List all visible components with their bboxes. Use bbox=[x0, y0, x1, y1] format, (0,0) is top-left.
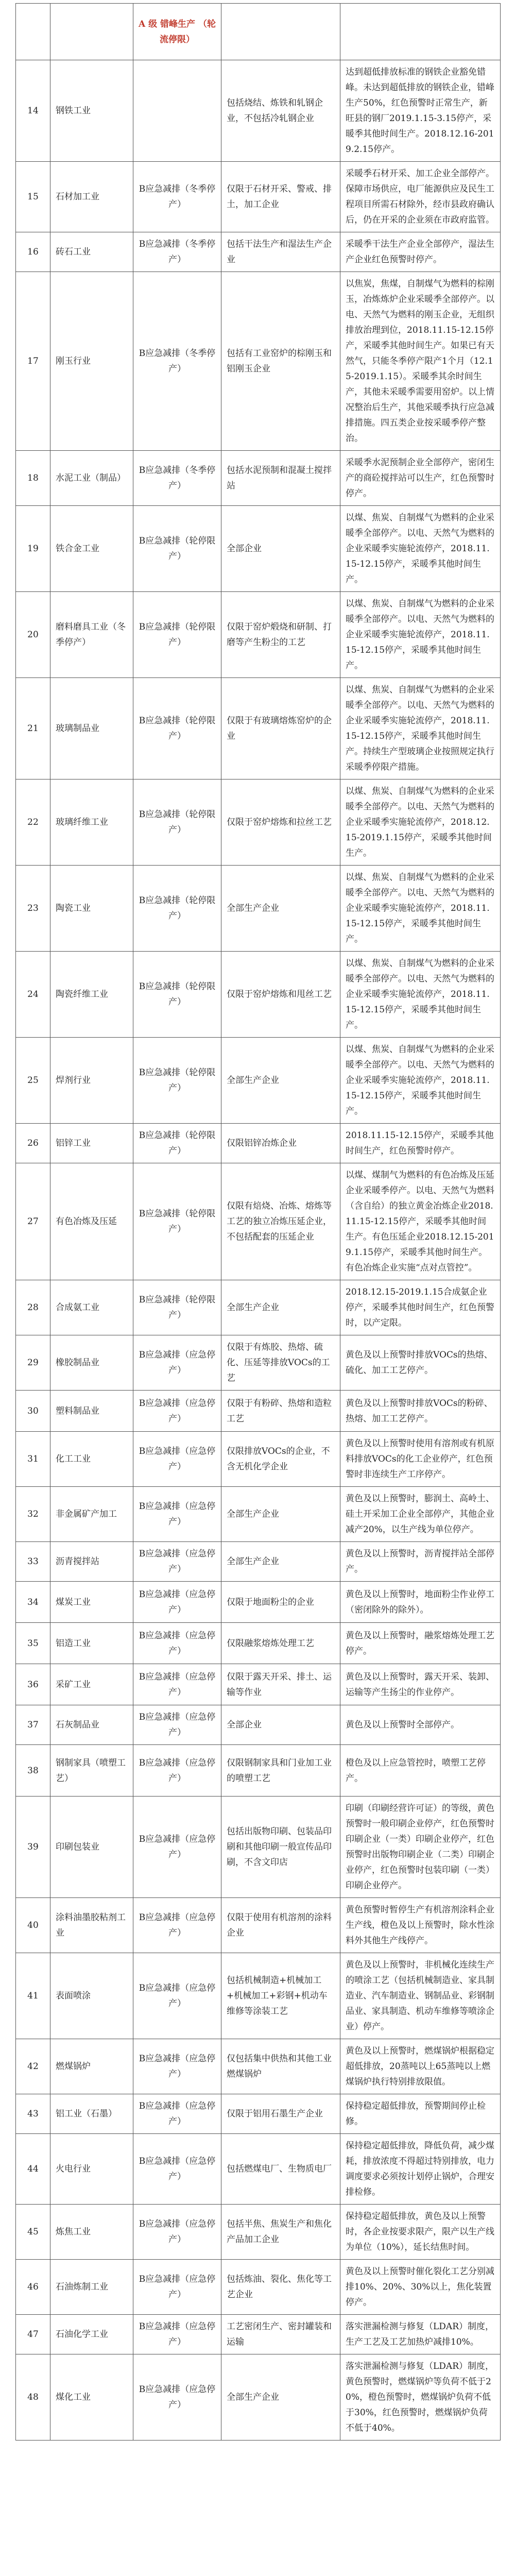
industry-cell: 塑料制品业 bbox=[50, 1391, 133, 1432]
level-cell: B应急减排（轮停限产） bbox=[133, 1038, 221, 1124]
table-row bbox=[16, 779, 501, 866]
table-row bbox=[16, 866, 501, 952]
scope-cell: 包括半焦、焦炭生产和焦化产品加工企业 bbox=[221, 2205, 340, 2260]
row-number: 26 bbox=[16, 1124, 50, 1163]
scope-cell: 仅限于窑炉煅烧和研制、打磨等产生粉尘的工艺 bbox=[221, 592, 340, 678]
industry-cell: 石油炼制工业 bbox=[50, 2260, 133, 2315]
industry-cell: 合成氨工业 bbox=[50, 1280, 133, 1335]
scope-cell: 工艺密闭生产、密封罐装和运输 bbox=[221, 2315, 340, 2354]
measures-cell: 黄色及以上预警时，地面粉尘作业停工（密闭除外的除外）。 bbox=[340, 1582, 501, 1623]
table-row bbox=[16, 2354, 501, 2441]
row-number: 31 bbox=[16, 1432, 50, 1487]
scope-cell: 仅限于有炼胶、热熔、硫化、压延等排放VOCs的工艺 bbox=[221, 1335, 340, 1391]
table-row bbox=[16, 162, 501, 232]
table-row bbox=[16, 2205, 501, 2260]
level-cell: B应急减排（应急停产） bbox=[133, 1797, 221, 1898]
table-row bbox=[16, 1391, 501, 1432]
row-number: 27 bbox=[16, 1163, 50, 1280]
level-cell: B应急减排（轮停限产） bbox=[133, 866, 221, 952]
scope-cell: 全部生产企业 bbox=[221, 866, 340, 952]
scope-cell: 包括烧结、炼铁和轧钢企业，不包括冷轧钢企业 bbox=[221, 60, 340, 162]
row-number: 32 bbox=[16, 1487, 50, 1542]
level-cell: B应急减排（轮停限产） bbox=[133, 1124, 221, 1163]
measures-cell: 落实泄漏检测与修复（LDAR）制度，黄色预警时，燃煤锅炉等负荷不低于20%，橙色预警时，燃煤锅炉负荷不低于30%，红色预警时，燃煤锅炉负荷不低于40%。 bbox=[340, 2354, 501, 2441]
table-row bbox=[16, 60, 501, 162]
row-number: 36 bbox=[16, 1664, 50, 1705]
scope-cell: 仅限于石材开采、警戒、排土，加工企业 bbox=[221, 162, 340, 232]
row-number: 21 bbox=[16, 678, 50, 779]
level-cell: B应急减排（应急停产） bbox=[133, 1705, 221, 1745]
table-row bbox=[16, 592, 501, 678]
level-cell: B应急减排（轮停限产） bbox=[133, 1280, 221, 1335]
industry-cell: 砖石工业 bbox=[50, 232, 133, 272]
measures-cell: 以煤、焦炭、自制煤气为燃料的企业采暖季全部停产。以电、天然气为燃料的企业采暖季实施轮流停产，2018.12.15-2019.1.15停产，采暖季其他时间生产。 bbox=[340, 779, 501, 866]
row-number: 44 bbox=[16, 2134, 50, 2205]
row-number: 16 bbox=[16, 232, 50, 272]
industry-cell: 橡胶制品业 bbox=[50, 1335, 133, 1391]
industry-cell: 铝工业（石墨） bbox=[50, 2094, 133, 2134]
measures-cell: 黄色及以上预警时使用有溶剂或有机原料排放VOCs的化工企业停产，红色预警时非连续生产工序停产。 bbox=[340, 1432, 501, 1487]
industry-cell: 石油化学工业 bbox=[50, 2315, 133, 2354]
scope-cell: 仅限于地面粉尘的企业 bbox=[221, 1582, 340, 1623]
measures-cell: 橙色及以上应急管控时，喷塑工艺停产。 bbox=[340, 1745, 501, 1797]
table-row bbox=[16, 678, 501, 779]
industry-cell: 炼焦工业 bbox=[50, 2205, 133, 2260]
industry-cell: 表面喷涂 bbox=[50, 1953, 133, 2039]
industry-cell: 涂料油墨胶粘剂工业 bbox=[50, 1898, 133, 1953]
industry-cell: 水泥工业（制品） bbox=[50, 451, 133, 506]
level-cell: B应急减排（冬季停产） bbox=[133, 162, 221, 232]
measures-cell: 黄色及以上预警时，融浆熔炼处理工艺停产。 bbox=[340, 1623, 501, 1664]
table-row bbox=[16, 451, 501, 506]
scope-cell: 仅限于铝用石墨生产企业 bbox=[221, 2094, 340, 2134]
industry-cell: 煤化工业 bbox=[50, 2354, 133, 2441]
table-row bbox=[16, 1542, 501, 1582]
industry-cell: 采矿工业 bbox=[50, 1664, 133, 1705]
measures-cell: 保持稳定超低排放，预警期间停止检修。 bbox=[340, 2094, 501, 2134]
industry-cell: 石灰制品业 bbox=[50, 1705, 133, 1745]
measures-cell: 以煤、焦炭、自制煤气为燃料的企业采暖季全部停产。以电、天然气为燃料的企业采暖季实施轮流停产，2018.11.15-12.15停产，采暖季其他时间生产。 bbox=[340, 1038, 501, 1124]
row-number: 24 bbox=[16, 952, 50, 1038]
row-number: 23 bbox=[16, 866, 50, 952]
measures-cell: 2018.11.15-12.15停产，采暖季其他时间生产，红色预警时停产。 bbox=[340, 1124, 501, 1163]
table-row bbox=[16, 1705, 501, 1745]
scope-cell: 仅限于有玻璃熔炼窑炉的企业 bbox=[221, 678, 340, 779]
level-cell: B应急减排（应急停产） bbox=[133, 1487, 221, 1542]
measures-cell: 黄色及以上预警时催化裂化工艺分别减排10%、20%、30%以上，焦化装置停产。 bbox=[340, 2260, 501, 2315]
row-number: 29 bbox=[16, 1335, 50, 1391]
emission-control-table bbox=[15, 3, 501, 2441]
row-number: 38 bbox=[16, 1745, 50, 1797]
level-cell: B应急减排（轮停限产） bbox=[133, 506, 221, 592]
industry-cell: 铝造工业 bbox=[50, 1623, 133, 1664]
table-row bbox=[16, 272, 501, 451]
measures-cell: 黄色及以上预警时，沥青搅拌站全部停产。 bbox=[340, 1542, 501, 1582]
level-cell: B应急减排（冬季停产） bbox=[133, 272, 221, 451]
row-number: 41 bbox=[16, 1953, 50, 2039]
measures-cell: 黄色及以上预警时全部停产。 bbox=[340, 1705, 501, 1745]
table-row bbox=[16, 2094, 501, 2134]
table-row bbox=[16, 1335, 501, 1391]
industry-cell: 玻璃纤维工业 bbox=[50, 779, 133, 866]
industry-cell: 有色冶炼及压延 bbox=[50, 1163, 133, 1280]
scope-cell: 包括燃煤电厂、生物质电厂 bbox=[221, 2134, 340, 2205]
scope-cell: 全部生产企业 bbox=[221, 1280, 340, 1335]
industry-cell: 化工工业 bbox=[50, 1432, 133, 1487]
row-number: 34 bbox=[16, 1582, 50, 1623]
row-number: 18 bbox=[16, 451, 50, 506]
measures-cell: 达到超低排放标准的钢铁企业豁免错峰。未达到超低排放的钢铁企业，错峰生产50%，红色预警时正常生产，新旺县的钢厂2019.1.15-3.15停产，采暖季其他时间生产。2018.12.16-2019.2.15停产。 bbox=[340, 60, 501, 162]
measures-cell: 落实泄漏检测与修复（LDAR）制度，生产工艺及工艺加热炉减排10%。 bbox=[340, 2315, 501, 2354]
industry-cell: 燃煤锅炉 bbox=[50, 2039, 133, 2094]
measures-cell: 印刷（印刷经营许可证）的等级，黄色预警时一般印刷企业停产，红色预警时印刷企业（一类）印刷企业停产，红色预警时出版物印刷企业（二类）印刷企业停产，红色预警时包装印刷（一类）印刷企业停产。 bbox=[340, 1797, 501, 1898]
scope-cell: 全部生产企业 bbox=[221, 1038, 340, 1124]
row-number: 37 bbox=[16, 1705, 50, 1745]
level-cell: B应急减排（应急停产） bbox=[133, 2205, 221, 2260]
level-cell: B应急减排（应急停产） bbox=[133, 2315, 221, 2354]
table-row bbox=[16, 1623, 501, 1664]
row-number: 47 bbox=[16, 2315, 50, 2354]
measures-cell: 保持稳定超低排放，黄色及以上预警时，各企业按要求限产，限产以生产线为单位（10%），延长结焦时间。 bbox=[340, 2205, 501, 2260]
measures-cell: 以煤、煤制气为燃料的有色冶炼及压延企业采暖季停产。以电、天然气为燃料（含自给）的独立黄金冶炼企业2018.11.15-12.15停产，采暖季其他时间生产。有色压延企业2018.12.15-2019.1.15停产，采暖季其他时间生产。有色冶炼企业实施“点对点管控”。 bbox=[340, 1163, 501, 1280]
measures-cell: 黄色及以上预警时，膨润土、高岭土、硅土开采加工企业全部停产，其他企业减产20%，以生产线为单位停产。 bbox=[340, 1487, 501, 1542]
level-cell: B应急减排（轮停限产） bbox=[133, 779, 221, 866]
scope-cell: 仅限钢制家具和门业加工业的喷塑工艺 bbox=[221, 1745, 340, 1797]
scope-cell: 仅限于窑炉熔炼和拉丝工艺 bbox=[221, 779, 340, 866]
table-row bbox=[16, 506, 501, 592]
industry-cell: 陶瓷纤维工业 bbox=[50, 952, 133, 1038]
scope-cell: 包括炼油、裂化、焦化等工艺企业 bbox=[221, 2260, 340, 2315]
scope-cell: 全部企业 bbox=[221, 1705, 340, 1745]
level-cell: B应急减排（应急停产） bbox=[133, 1582, 221, 1623]
industry-cell: 焊剂行业 bbox=[50, 1038, 133, 1124]
scope-cell: 全部生产企业 bbox=[221, 1487, 340, 1542]
level-cell: B应急减排（应急停产） bbox=[133, 2039, 221, 2094]
industry-cell: 煤炭工业 bbox=[50, 1582, 133, 1623]
measures-cell: 以煤、焦炭、自制煤气为燃料的企业采暖季全部停产。以电、天然气为燃料的企业采暖季实施轮流停产，2018.11.15-12.15停产，采暖季其他时间生产。持续生产型玻璃企业按照规定执行采暖季停限产措施。 bbox=[340, 678, 501, 779]
scope-cell: 全部生产企业 bbox=[221, 2354, 340, 2441]
table-row bbox=[16, 1953, 501, 2039]
row-number: 14 bbox=[16, 60, 50, 162]
table-row bbox=[16, 1124, 501, 1163]
industry-cell: 非金属矿产加工 bbox=[50, 1487, 133, 1542]
header-industry bbox=[50, 4, 133, 60]
measures-cell: 保持稳定超低排放，降低负荷，减少煤耗，排放浓度不得超过特别排放，电力调度要求必须按计划停止锅炉，合理安排检修。 bbox=[340, 2134, 501, 2205]
table-row bbox=[16, 1664, 501, 1705]
row-number: 15 bbox=[16, 162, 50, 232]
row-number: 35 bbox=[16, 1623, 50, 1664]
industry-cell: 铝锌工业 bbox=[50, 1124, 133, 1163]
scope-cell: 仅限于使用有机溶剂的涂料企业 bbox=[221, 1898, 340, 1953]
level-cell bbox=[133, 60, 221, 162]
row-number: 33 bbox=[16, 1542, 50, 1582]
measures-cell: 以煤、焦炭、自制煤气为燃料的企业采暖季全部停产。以电、天然气为燃料的企业采暖季实施轮流停产，2018.11.15-12.15停产，采暖季其他时间生产。 bbox=[340, 592, 501, 678]
measures-cell: 黄色预警时暂停生产有机溶剂涂料企业生产线，橙色及以上预警时，除水性涂料外其他生产线停产。 bbox=[340, 1898, 501, 1953]
table-row bbox=[16, 952, 501, 1038]
table-row bbox=[16, 1745, 501, 1797]
scope-cell: 仅限融浆熔炼处理工艺 bbox=[221, 1623, 340, 1664]
level-cell: B应急减排（应急停产） bbox=[133, 1335, 221, 1391]
level-cell: B应急减排（应急停产） bbox=[133, 1432, 221, 1487]
header-measures bbox=[340, 4, 501, 60]
level-cell: B应急减排（应急停产） bbox=[133, 1745, 221, 1797]
measures-cell: 以煤、焦炭、自制煤气为燃料的企业采暖季全部停产。以电、天然气为燃料的企业采暖季实施轮流停产，2018.11.15-12.15停产，采暖季其他时间生产。 bbox=[340, 506, 501, 592]
industry-cell: 刚玉行业 bbox=[50, 272, 133, 451]
measures-cell: 采暖季水泥预制企业全部停产，密闭生产的商砼搅拌站可以生产，红色预警时停产。 bbox=[340, 451, 501, 506]
table-row bbox=[16, 1487, 501, 1542]
level-cell: B应急减排（应急停产） bbox=[133, 1664, 221, 1705]
table-row bbox=[16, 232, 501, 272]
level-cell: B应急减排（轮停限产） bbox=[133, 592, 221, 678]
row-number: 28 bbox=[16, 1280, 50, 1335]
industry-cell: 磨料磨具工业（冬季停产） bbox=[50, 592, 133, 678]
measures-cell: 采暖季干法生产企业全部停产，湿法生产企业红色预警时停产。 bbox=[340, 232, 501, 272]
level-cell: B应急减排（应急停产） bbox=[133, 1623, 221, 1664]
row-number: 20 bbox=[16, 592, 50, 678]
scope-cell: 包括水泥预制和混凝土搅拌站 bbox=[221, 451, 340, 506]
measures-cell: 以焦炭，焦煤，自制煤气为燃料的棕刚玉，冶炼炼炉企业采暖季全部停产。以电、天然气为燃料的刚玉企业，无组织排放治理到位，2018.11.15-12.15停产，采暖季其他时间生产。如果已有天然气，只能冬季停产限产1个月（12.15-2019.1.15）。采暖季其余时间生产，其他未采暖季需要用窑炉。以上情况整治后生产，其他采暖季执行应急减排措施。四五类企业按采暖季停产整治。 bbox=[340, 272, 501, 451]
level-cell: B应急减排（应急停产） bbox=[133, 2094, 221, 2134]
scope-cell: 包括机械制造+机械加工+机械加工+彩钢+机动车维修等涂装工艺 bbox=[221, 1953, 340, 2039]
header-row bbox=[16, 4, 501, 60]
measures-cell: 黄色及以上预警时，燃煤锅炉根据稳定超低排放，20蒸吨以上65蒸吨以上燃煤锅炉执行特别排放限值。 bbox=[340, 2039, 501, 2094]
level-cell: B应急减排（冬季停产） bbox=[133, 232, 221, 272]
table-row bbox=[16, 2134, 501, 2205]
industry-cell: 沥青搅拌站 bbox=[50, 1542, 133, 1582]
scope-cell: 仅限有焙烧、冶炼、熔炼等工艺的独立冶炼压延企业，不包括配套的压延企业 bbox=[221, 1163, 340, 1280]
row-number: 48 bbox=[16, 2354, 50, 2441]
row-number: 17 bbox=[16, 272, 50, 451]
scope-cell: 全部企业 bbox=[221, 506, 340, 592]
row-number: 43 bbox=[16, 2094, 50, 2134]
table-row bbox=[16, 1797, 501, 1898]
scope-cell: 仅包括集中供热和其他工业燃煤锅炉 bbox=[221, 2039, 340, 2094]
scope-cell: 仅限铝锌冶炼企业 bbox=[221, 1124, 340, 1163]
measures-cell: 黄色及以上预警时，非机械化连续生产的喷涂工艺（包括机械制造业、家具制造业、汽车制造业、钢制品业、彩钢制品业、家具制造、机动车维修等喷涂企业）停产。 bbox=[340, 1953, 501, 2039]
scope-cell: 全部生产企业 bbox=[221, 1542, 340, 1582]
row-number: 30 bbox=[16, 1391, 50, 1432]
industry-cell: 钢制家具（喷塑工艺） bbox=[50, 1745, 133, 1797]
measures-cell: 黄色及以上预警时排放VOCs的粉碎、热熔、加工工艺停产。 bbox=[340, 1391, 501, 1432]
measures-cell: 以煤、焦炭、自制煤气为燃料的企业采暖季全部停产。以电、天然气为燃料的企业采暖季实施轮流停产，2018.11.15-12.15停产，采暖季其他时间生产。 bbox=[340, 866, 501, 952]
row-number: 25 bbox=[16, 1038, 50, 1124]
measures-cell: 黄色及以上预警时排放VOCs的热熔、硫化、加工工艺停产。 bbox=[340, 1335, 501, 1391]
row-number: 40 bbox=[16, 1898, 50, 1953]
header-scope bbox=[221, 4, 340, 60]
header-num bbox=[16, 4, 50, 60]
row-number: 19 bbox=[16, 506, 50, 592]
row-number: 39 bbox=[16, 1797, 50, 1898]
industry-cell: 钢铁工业 bbox=[50, 60, 133, 162]
row-number: 45 bbox=[16, 2205, 50, 2260]
table-body bbox=[16, 4, 501, 2441]
table-row bbox=[16, 1280, 501, 1335]
level-cell: B应急减排（应急停产） bbox=[133, 1953, 221, 2039]
table-row bbox=[16, 2260, 501, 2315]
industry-cell: 铁合金工业 bbox=[50, 506, 133, 592]
industry-cell: 火电行业 bbox=[50, 2134, 133, 2205]
level-cell: B应急减排（应急停产） bbox=[133, 2354, 221, 2441]
table-row bbox=[16, 2315, 501, 2354]
scope-cell: 包括有工业窑炉的棕刚玉和铝刚玉企业 bbox=[221, 272, 340, 451]
measures-cell: 2018.12.15-2019.1.15合成氨企业停产，采暖季其他时间生产，红色预警时，以产定限。 bbox=[340, 1280, 501, 1335]
level-cell: B应急减排（应急停产） bbox=[133, 1542, 221, 1582]
table-row bbox=[16, 1898, 501, 1953]
row-number: 42 bbox=[16, 2039, 50, 2094]
industry-cell: 陶瓷工业 bbox=[50, 866, 133, 952]
table-row bbox=[16, 1582, 501, 1623]
industry-cell: 石材加工业 bbox=[50, 162, 133, 232]
table-row bbox=[16, 1432, 501, 1487]
row-number: 22 bbox=[16, 779, 50, 866]
scope-cell: 仅限于露天开采、排土、运输等作业 bbox=[221, 1664, 340, 1705]
table-row bbox=[16, 1163, 501, 1280]
measures-cell: 采暖季石材开采、加工企业全部停产。保障市场供应，电厂能源供应及民生工程项目所需石材除外，经市县政府确认后，仍在开采的企业须在市政府监管。 bbox=[340, 162, 501, 232]
industry-cell: 玻璃制品业 bbox=[50, 678, 133, 779]
level-cell: B应急减排（冬季停产） bbox=[133, 451, 221, 506]
scope-cell: 仅限于有粉碎、热熔和造粒工艺 bbox=[221, 1391, 340, 1432]
industry-cell: 印刷包装业 bbox=[50, 1797, 133, 1898]
measures-cell: 黄色及以上预警时，露天开采、装卸、运输等产生扬尘的作业停产。 bbox=[340, 1664, 501, 1705]
level-cell: B应急减排（轮停限产） bbox=[133, 678, 221, 779]
table-row bbox=[16, 2039, 501, 2094]
level-cell: B应急减排（应急停产） bbox=[133, 1898, 221, 1953]
level-cell: B应急减排（应急停产） bbox=[133, 1391, 221, 1432]
level-cell: B应急减排（应急停产） bbox=[133, 2134, 221, 2205]
scope-cell: 仅限于窑炉熔炼和甩丝工艺 bbox=[221, 952, 340, 1038]
scope-cell: 仅限排放VOCs的企业，不含无机化学企业 bbox=[221, 1432, 340, 1487]
header-level: A 级 错峰生产 （轮流停限） bbox=[133, 4, 221, 60]
row-number: 46 bbox=[16, 2260, 50, 2315]
level-cell: B应急减排（轮停限产） bbox=[133, 1163, 221, 1280]
level-cell: B应急减排（应急停产） bbox=[133, 2260, 221, 2315]
scope-cell: 包括干法生产和湿法生产企业 bbox=[221, 232, 340, 272]
table-row bbox=[16, 1038, 501, 1124]
scope-cell: 包括出版物印刷、包装品印刷和其他印刷一般宣传品印刷，不含文印店 bbox=[221, 1797, 340, 1898]
level-cell: B应急减排（轮停限产） bbox=[133, 952, 221, 1038]
measures-cell: 以煤、焦炭、自制煤气为燃料的企业采暖季全部停产。以电、天然气为燃料的企业采暖季实施轮流停产，2018.11.15-12.15停产，采暖季其他时间生产。 bbox=[340, 952, 501, 1038]
